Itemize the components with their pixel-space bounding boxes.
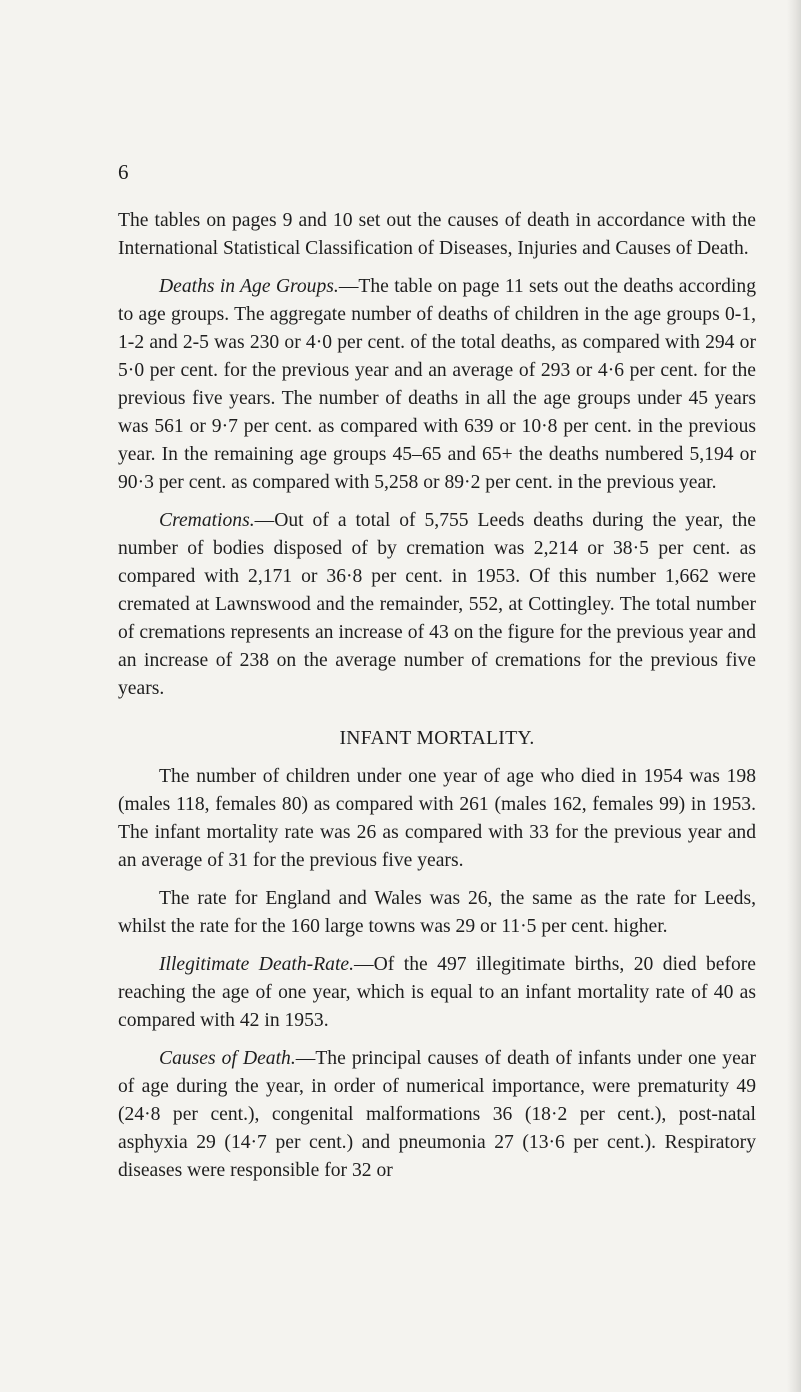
document-body bbox=[118, 207, 756, 1185]
illegitimate-text: —Of the 497 illegitimate births, 20 died before reaching the age of one year, which is equal to an infant mortality rate of 40 as compared with 42 in 1953. bbox=[118, 954, 757, 1031]
page-number: 6 bbox=[118, 160, 129, 184]
age-groups-title: Deaths in Age Groups. bbox=[159, 276, 339, 297]
causes-text: —The principal causes of death of infants under one year of age during the year, in order of numerical importance, were prematurity 49 (24·8 per cent.), congenital malformations 36 (18·2 per cent.), post-natal asphyxia 29 (14·7 per cent.) and pneumonia 27 (13·6 per cent.). Respiratory diseases were responsible for 32 or bbox=[118, 1048, 756, 1181]
cremations-text: —Out of a total of 5,755 Leeds deaths during the year, the number of bodies disposed of by cremation was 2,214 or 38·5 per cent. as compared with 2,171 or 36·8 per cent. in 1953. Of this number 1,662 were cremated at Lawnswood and the remainder, 552, at Cottingley. The total number of cremations represents an increase of 43 on the figure for the previous year and an increase of 238 on the average number of cremations for the previous five years. bbox=[118, 510, 756, 699]
page-edge-shadow bbox=[787, 0, 801, 1392]
illegitimate-title: Illegitimate Death-Rate. bbox=[159, 954, 355, 975]
age-groups-text: —The table on page 11 sets out the deaths according to age groups. The aggregate number of deaths of children in the age groups 0-1, 1-2 and 2-5 was 230 or 4·0 per cent. of the total deaths, as compared with 294 or 5·0 per cent. for the previous year and an average of 293 or 4·6 per cent. for the previous five years. The number of deaths in all the age groups under 45 years was 561 or 9·7 per cent. as compared with 639 or 10·8 per cent. in the previous year. In the remaining age groups 45–65 and 65+ the deaths numbered 5,194 or 90·3 per cent. as compared with 5,258 or 89·2 per cent. in the previous year. bbox=[118, 276, 757, 493]
illegitimate-paragraph bbox=[118, 951, 756, 1035]
cremations-paragraph bbox=[118, 507, 756, 703]
causes-paragraph bbox=[118, 1045, 756, 1185]
age-groups-paragraph bbox=[118, 273, 756, 497]
intro-paragraph: The tables on pages 9 and 10 set out the causes of death in accordance with the International Statistical Classification of Diseases, Injuries and Causes of Death. bbox=[118, 210, 756, 259]
causes-title: Causes of Death. bbox=[159, 1048, 296, 1069]
infant-mortality-paragraph-1: The number of children under one year of age who died in 1954 was 198 (males 118, females 80) as compared with 261 (males 162, females 99) in 1953. The infant mortality rate was 26 as compared with 33 for the previous year and an average of 31 for the previous five years. bbox=[118, 766, 756, 871]
cremations-title: Cremations. bbox=[159, 510, 255, 531]
infant-mortality-heading: INFANT MORTALITY. bbox=[339, 728, 535, 749]
infant-mortality-paragraph-2: The rate for England and Wales was 26, the same as the rate for Leeds, whilst the rate for the 160 large towns was 29 or 11·5 per cent. higher. bbox=[118, 888, 756, 937]
